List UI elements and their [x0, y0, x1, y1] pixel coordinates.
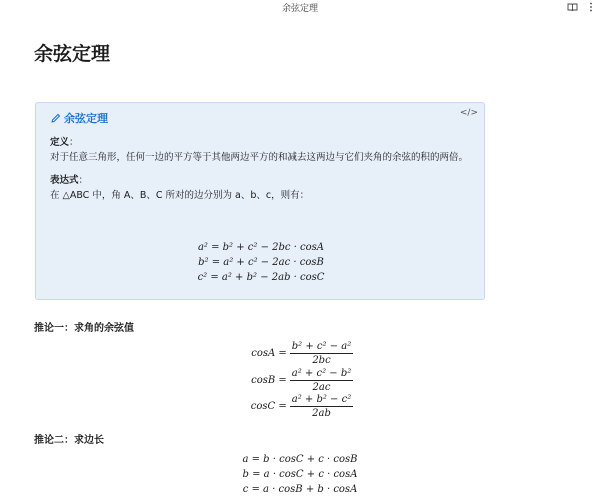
definition-colon: ： [69, 137, 79, 148]
side-length-equations [0, 452, 600, 497]
callout-title: 余弦定理 [64, 112, 108, 125]
expression-colon: ： [78, 175, 89, 186]
cosA-fraction [290, 341, 353, 366]
pencil-icon [50, 113, 61, 124]
cosA-numerator: b² + c² − a² [291, 341, 352, 352]
definition-text: 对于任意三角形，任何一边的平方等于其他两边平方的和减去这两边与它们夹角的余弦的积的两倍。 [50, 152, 469, 163]
side-equation-a: a = b · cosC + c · cosB [242, 454, 358, 465]
expression-heading [50, 173, 475, 188]
title-bar [0, 0, 600, 16]
cosC-denominator: 2ab [312, 408, 331, 419]
page-title: 余弦定理 [34, 43, 111, 65]
side-equation-c: c = a · cosB + b · cosA [242, 484, 358, 495]
book-icon[interactable] [566, 1, 578, 13]
cosB-lhs: cosB = [251, 375, 287, 386]
callout-header[interactable] [50, 110, 108, 126]
definition-heading [50, 135, 475, 150]
cosA-lhs: cosA = [251, 348, 287, 359]
expression-label: 表达式 [50, 175, 79, 186]
cosA-formula [0, 341, 600, 366]
equation-c: c² = a² + b² − 2ab · cosC [197, 272, 325, 283]
cosB-fraction [290, 368, 353, 393]
cosB-formula [0, 368, 600, 393]
cosB-denominator: 2ac [312, 382, 331, 393]
cosC-lhs: cosC = [250, 401, 287, 412]
cosine-law-equations [36, 240, 486, 285]
side-equation-b: b = a · cosC + c · cosA [242, 469, 358, 480]
window-title: 余弦定理 [281, 4, 318, 14]
more-vertical-icon[interactable] [585, 1, 597, 13]
cosC-numerator: a² + b² − c² [291, 394, 352, 405]
theorem-callout [35, 102, 485, 300]
code-icon[interactable]: </> [459, 108, 478, 118]
cosC-fraction [290, 394, 353, 419]
equation-b: b² = a² + c² − 2ac · cosB [198, 257, 324, 268]
definition-label: 定义 [50, 137, 70, 148]
corollary1-title: 推论一：求角的余弦值 [34, 323, 134, 334]
corollary2-title: 推论二：求边长 [34, 435, 104, 446]
equation-a: a² = b² + c² − 2bc · cosA [197, 242, 325, 253]
cosB-numerator: a² + c² − b² [291, 368, 352, 379]
callout-body [50, 135, 475, 203]
cosA-denominator: 2bc [312, 355, 331, 366]
cosC-formula [0, 394, 600, 419]
expression-text: 在 △ABC 中，角 A、B、C 所对的边分别为 a、b、c，则有： [50, 190, 310, 201]
